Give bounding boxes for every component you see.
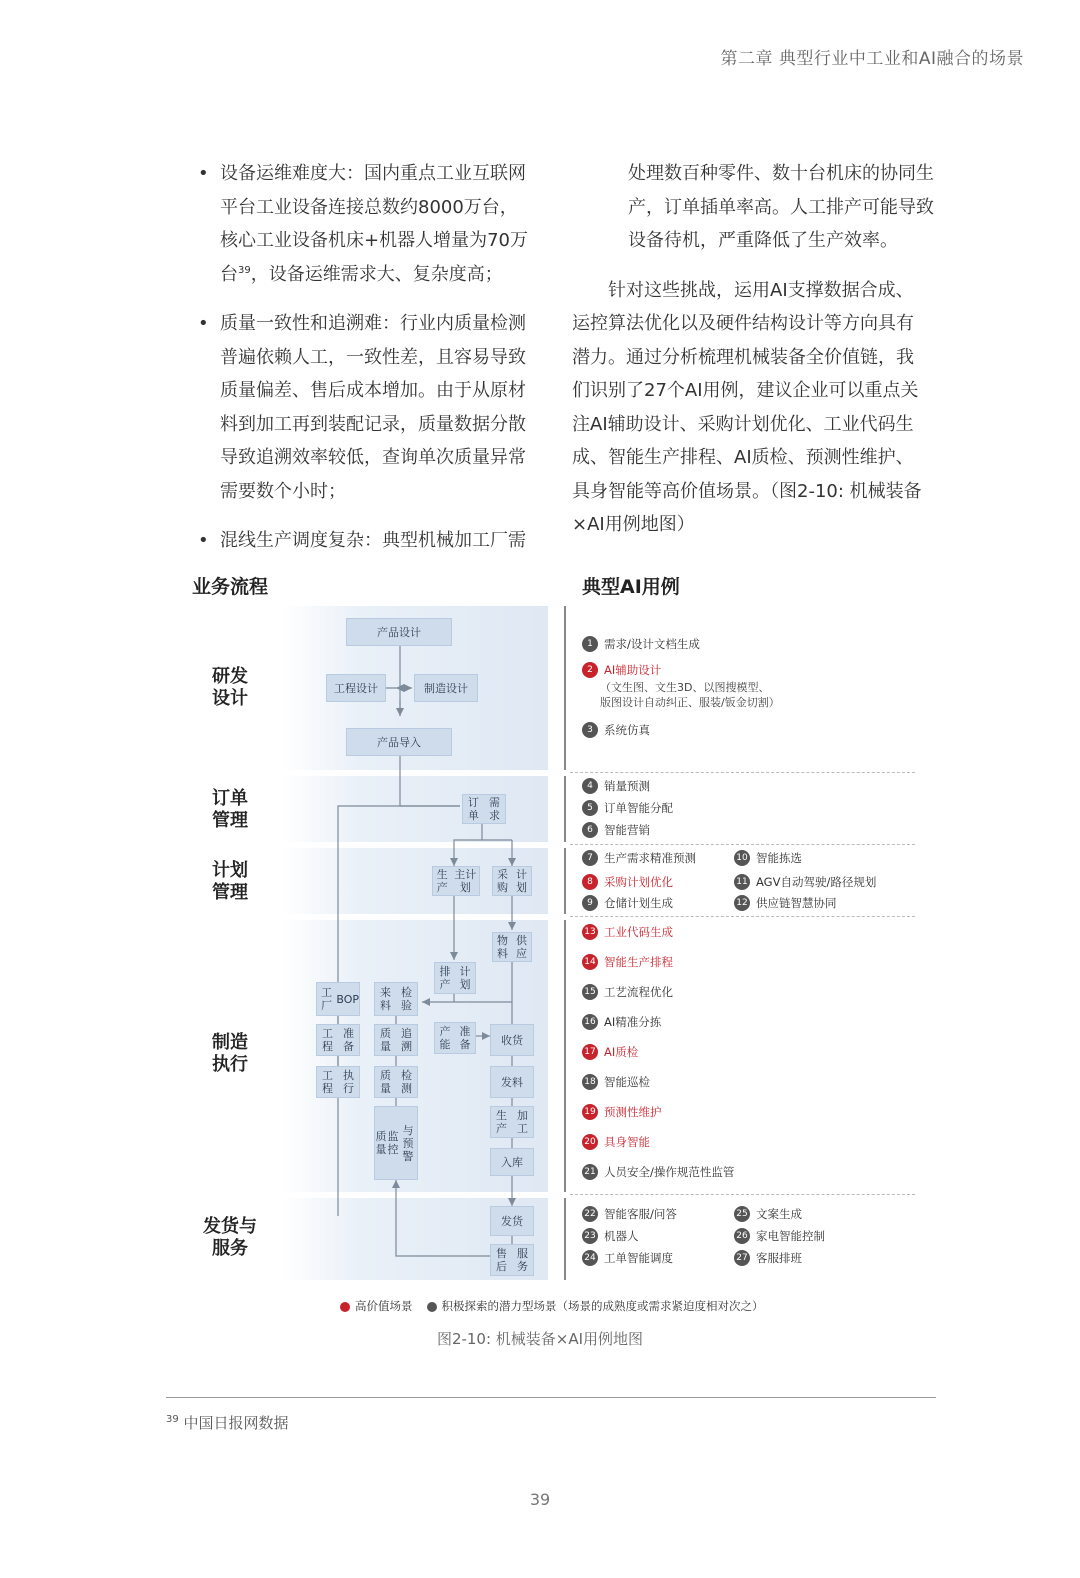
bullet-mark: • (198, 530, 209, 551)
use-case-2-note (600, 680, 780, 710)
node-shipping: 发货 (490, 1206, 534, 1236)
stage-label-line: 设计 (212, 688, 248, 709)
use-case-26: 26 家电智能控制 (734, 1228, 825, 1244)
use-case-19: 19 预测性维护 (582, 1104, 662, 1120)
bullet-mark: • (198, 163, 209, 184)
page-number: 39 (529, 1490, 551, 1509)
use-case-25: 25 文案生成 (734, 1206, 802, 1222)
footnote-mark: 39 (166, 1414, 179, 1425)
chapter-header: 第二章 典型行业中工业和AI融合的场景 (720, 49, 1024, 69)
ai-use-cases-heading: 典型AI用例 (582, 576, 680, 598)
text-line: 具身智能等高价值场景。（图2-10: 机械装备 (572, 480, 922, 502)
footnote-ref[interactable]: 39 (238, 264, 251, 276)
use-case-1: 1 需求/设计文档生成 (582, 636, 700, 652)
use-case-21: 21 人员安全/操作规范性监管 (582, 1164, 734, 1180)
text-fragment: 台 (220, 263, 238, 285)
divider (570, 1194, 915, 1195)
node-factory-bop: 工厂 BOP (316, 982, 360, 1016)
footnote-rule (166, 1397, 936, 1398)
body-paragraph (572, 274, 942, 542)
separator (564, 776, 566, 842)
divider (570, 916, 915, 917)
text-line: 成、智能生产排程、AI质检、预测性维护、 (572, 447, 914, 468)
node-product-import: 产品导入 (346, 728, 452, 756)
footnote (166, 1412, 289, 1433)
text-line: 混线生产调度复杂：典型机械加工厂需 (220, 530, 526, 551)
use-case-12: 12 供应链智慧协同 (734, 895, 837, 911)
node-engineering-prep: 工程 准备 (316, 1024, 360, 1056)
legend-dot (340, 1302, 350, 1312)
bullet-mixed-line-scheduling (196, 524, 536, 558)
use-case-15: 15 工艺流程优化 (582, 984, 673, 1000)
legend-high-value: 高价值场景 (340, 1298, 413, 1314)
use-case-2: 2 AI辅助设计 (582, 662, 661, 678)
use-case-3: 3 系统仿真 (582, 722, 650, 738)
legend-dot (427, 1302, 437, 1312)
use-case-17: 17 AI质检 (582, 1044, 638, 1060)
left-text-column (196, 157, 536, 558)
use-case-18: 18 智能巡检 (582, 1074, 650, 1090)
separator (564, 1198, 566, 1280)
separator (564, 606, 566, 770)
text-line: 注AI辅助设计、采购计划优化、工业代码生 (572, 413, 914, 435)
divider (570, 772, 915, 773)
text-line: 运控算法优化以及硬件结构设计等方向具有 (572, 313, 914, 334)
note-line: （文生图、文生3D、以图搜模型、 (600, 681, 770, 694)
stage-label-line: 订单 (212, 788, 248, 809)
text-fragment: ，设备运维需求大、复杂度高； (250, 263, 503, 285)
node-production-master-plan: 生产 主计划 (432, 866, 480, 896)
note-line: 版图设计自动纠正、服装/钣金切割） (600, 696, 780, 709)
node-after-sales: 售后 服务 (490, 1244, 534, 1276)
business-process-heading: 业务流程 (192, 576, 269, 598)
use-case-8: 8 采购计划优化 (582, 874, 673, 890)
text-line (220, 258, 536, 292)
bullet-equipment-maintenance (196, 157, 536, 291)
node-receiving: 收货 (490, 1024, 534, 1056)
node-material-supply: 物料 供应 (492, 932, 532, 962)
text-line: 导致追溯效率较低，查询单次质量异常 (220, 447, 526, 468)
use-case-14: 14 智能生产排程 (582, 954, 673, 970)
stage-label-line: 研发 (212, 666, 248, 687)
right-text-column (572, 157, 942, 542)
text-line: 质量偏差、售后成本增加。由于从原材 (220, 380, 526, 401)
node-quality-trace: 质量 追溯 (374, 1024, 418, 1056)
use-case-9: 9 仓储计划生成 (582, 895, 673, 911)
use-case-4: 4 销量预测 (582, 778, 650, 794)
text-line: 需要数个小时； (220, 480, 346, 502)
node-order-demand: 订单 需求 (462, 794, 506, 824)
stage-label-line: 管理 (212, 810, 248, 831)
node-scheduling-plan: 排产 计划 (434, 962, 476, 994)
node-quality-test: 质量 检测 (374, 1066, 418, 1098)
stage-label-line: 管理 (212, 882, 248, 903)
use-case-27: 27 客服排班 (734, 1250, 802, 1266)
text-line: 质量一致性和追溯难：行业内质量检测 (220, 313, 526, 334)
use-case-24: 24 工单智能调度 (582, 1250, 673, 1266)
text-line: 设备运维难度大：国内重点工业互联网 (220, 163, 526, 184)
text-line: 处理数百种零件、数十台机床的协同生 (628, 163, 934, 184)
text-line: 平台工业设备连接总数约8000万台， (220, 196, 518, 218)
figure-legend (340, 1298, 764, 1314)
bullet-continuation (572, 157, 942, 258)
use-case-7: 7 生产需求精准预测 (582, 850, 696, 866)
stage-label-line: 发货与 (203, 1216, 257, 1237)
separator (564, 848, 566, 914)
stage-label-line: 执行 (212, 1054, 248, 1075)
use-case-23: 23 机器人 (582, 1228, 639, 1244)
text-line: 核心工业设备机床+机器人增量为70万 (220, 230, 528, 251)
stage-label-line: 计划 (212, 860, 248, 881)
bullet-mark: • (198, 313, 209, 334)
node-issuing: 发料 (490, 1066, 534, 1098)
use-case-22: 22 智能客服/问答 (582, 1206, 677, 1222)
bullet-quality-consistency (196, 307, 536, 508)
use-case-20: 20 具身智能 (582, 1134, 650, 1150)
node-production-process: 生产 加工 (490, 1106, 534, 1138)
use-case-11: 11 AGV自动驾驶/路径规划 (734, 874, 876, 890)
use-case-16: 16 AI精准分拣 (582, 1014, 661, 1030)
text-line: 料到加工再到装配记录，质量数据分散 (220, 413, 526, 435)
node-engineering-design: 工程设计 (326, 674, 386, 702)
text-line: 潜力。通过分析梳理机械装备全价值链，我 (572, 346, 914, 368)
text-line: 针对这些挑战，运用AI支撑数据合成、 (608, 279, 914, 301)
text-line: 普遍依赖人工，一致性差，且容易导致 (220, 346, 526, 368)
use-case-6: 6 智能营销 (582, 822, 650, 838)
text-line: ×AI用例地图） (572, 514, 695, 535)
use-case-5: 5 订单智能分配 (582, 800, 673, 816)
footnote-text: 中国日报网数据 (183, 1414, 289, 1432)
separator (564, 920, 566, 1192)
node-manufacturing-design: 制造设计 (414, 674, 478, 702)
text-line: 设备待机，严重降低了生产效率。 (628, 230, 898, 251)
node-incoming-inspection: 来料 检验 (374, 982, 418, 1016)
use-case-13: 13 工业代码生成 (582, 924, 673, 940)
text-line: 产，订单插单率高。人工排产可能导致 (628, 196, 934, 218)
stage-label-line: 制造 (212, 1032, 248, 1053)
use-case-10: 10 智能拣选 (734, 850, 802, 866)
node-procurement-plan: 采购 计划 (492, 866, 532, 896)
stage-label-line: 服务 (212, 1238, 248, 1259)
divider (570, 844, 915, 845)
node-quality-monitor: 质量 监控 与预警 (374, 1106, 418, 1180)
legend-potential: 积极探索的潜力型场景（场景的成熟度或需求紧迫度相对次之） (427, 1298, 764, 1314)
text-line: 们识别了27个AI用例，建议企业可以重点关 (572, 380, 919, 401)
node-capacity-prep: 产能 准备 (434, 1022, 476, 1054)
node-engineering-exec: 工程 执行 (316, 1066, 360, 1098)
node-product-design: 产品设计 (346, 618, 452, 646)
ai-use-case-map (190, 604, 920, 1284)
figure-caption: 图2-10: 机械装备×AI用例地图 (436, 1330, 644, 1348)
node-warehousing: 入库 (490, 1148, 534, 1176)
